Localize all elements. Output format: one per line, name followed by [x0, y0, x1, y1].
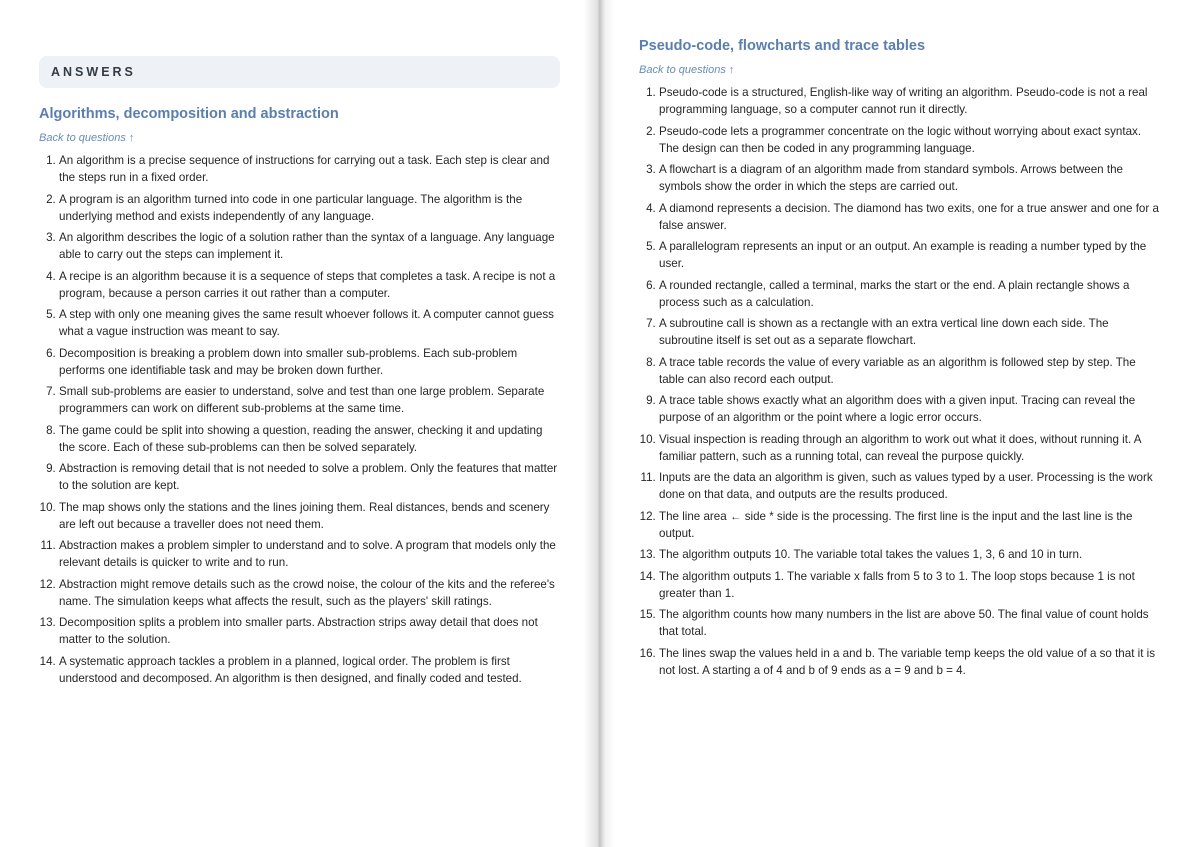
answers-heading: ANSWERS: [39, 56, 560, 88]
list-item: 4. A diamond represents a decision. The diamond has two exits, one for a true answer and one for a false answer.: [659, 200, 1160, 234]
list-item: 14. The algorithm outputs 1. The variable x falls from 5 to 3 to 1. The loop stops because 1 is not greater than 1.: [659, 568, 1160, 602]
list-item: 14. A systematic approach tackles a problem in a planned, logical order. The problem is first understood and decomposed. An algorithm is then designed, and finally coded and tested.: [59, 653, 560, 687]
list-item: 3. An algorithm describes the logic of a solution rather than the syntax of a language. Any language able to carry out the steps can implement it.: [59, 229, 560, 263]
list-item: 8. The game could be split into showing a question, reading the answer, checking it and updating the score. Each of these sub-problems can then be solved separately.: [59, 422, 560, 456]
list-item: 9. Abstraction is removing detail that is not needed to solve a problem. Only the features that matter to the solution are kept.: [59, 460, 560, 494]
answers-list-right: [639, 84, 1160, 679]
list-item: 2. Pseudo-code lets a programmer concentrate on the logic without worrying about exact syntax. The design can then be coded in any programming language.: [659, 123, 1160, 157]
list-item: 13. The algorithm outputs 10. The variable total takes the values 1, 3, 6 and 10 in turn.: [659, 546, 1160, 563]
list-item: 13. Decomposition splits a problem into smaller parts. Abstraction strips away detail that does not matter to the solution.: [59, 614, 560, 648]
answers-list-left: [39, 152, 560, 687]
list-item: 10. Visual inspection is reading through an algorithm to work out what it does, without running it. A familiar pattern, such as a running total, can reveal the purpose quickly.: [659, 431, 1160, 465]
back-to-questions-link[interactable]: Back to questions ↑: [39, 132, 135, 144]
list-item: 15. The algorithm counts how many numbers in the list are above 50. The final value of count holds that total.: [659, 606, 1160, 640]
list-item: 11. Abstraction makes a problem simpler to understand and to solve. A program that models only the relevant details is quicker to write and to run.: [59, 537, 560, 571]
list-item: 9. A trace table shows exactly what an algorithm does with a given input. Tracing can reveal the purpose of an algorithm or the point where a logic error occurs.: [659, 392, 1160, 426]
list-item: 6. Decomposition is breaking a problem down into smaller sub-problems. Each sub-problem performs one identifiable task and may be broken down further.: [59, 345, 560, 379]
right-page: [602, 0, 1200, 847]
left-page: [0, 0, 598, 847]
list-item: 16. The lines swap the values held in a and b. The variable temp keeps the old value of a so that it is not lost. A starting a of 4 and b of 9 ends as a = 9 and b = 4.: [659, 645, 1160, 679]
list-item: 12. The line area ← side * side is the processing. The first line is the input and the last line is the output.: [659, 508, 1160, 542]
list-item: 7. A subroutine call is shown as a rectangle with an extra vertical line down each side. The subroutine itself is set out as a separate flowchart.: [659, 315, 1160, 349]
list-item: 11. Inputs are the data an algorithm is given, such as values typed by a user. Processing is the work done on that data, and outputs are the results produced.: [659, 469, 1160, 503]
section-title-pseudocode: Pseudo-code, flowcharts and trace tables: [639, 38, 926, 54]
list-item: 1. An algorithm is a precise sequence of instructions for carrying out a task. Each step is clear and the steps run in a fixed order.: [59, 152, 560, 186]
list-item: 4. A recipe is an algorithm because it is a sequence of steps that completes a task. A recipe is not a program, because a person carries it out rather than a computer.: [59, 268, 560, 302]
list-item: 3. A flowchart is a diagram of an algorithm made from standard symbols. Arrows between the symbols show the order in which the steps are carried out.: [659, 161, 1160, 195]
list-item: 5. A parallelogram represents an input or an output. An example is reading a number typed by the user.: [659, 238, 1160, 272]
list-item: 8. A trace table records the value of every variable as an algorithm is followed step by step. The table can also record each output.: [659, 354, 1160, 388]
list-item: 5. A step with only one meaning gives the same result whoever follows it. A computer cannot guess what a vague instruction was meant to say.: [59, 306, 560, 340]
list-item: 12. Abstraction might remove details such as the crowd noise, the colour of the kits and the referee's name. The simulation keeps what affects the result, such as the players' skill ratings.: [59, 576, 560, 610]
back-to-questions-link[interactable]: Back to questions ↑: [639, 64, 735, 76]
list-item: 10. The map shows only the stations and the lines joining them. Real distances, bends and scenery are left out because a traveller does not need them.: [59, 499, 560, 533]
list-item: 6. A rounded rectangle, called a terminal, marks the start or the end. A plain rectangle shows a process such as a calculation.: [659, 277, 1160, 311]
section-title-algorithms: Algorithms, decomposition and abstraction: [39, 106, 339, 122]
list-item: 7. Small sub-problems are easier to understand, solve and test than one large problem. Separate programmers can work on different sub-problems at the same time.: [59, 383, 560, 417]
list-item: 2. A program is an algorithm turned into code in one particular language. The algorithm is the underlying method and exists independently of any language.: [59, 191, 560, 225]
list-item: 1. Pseudo-code is a structured, English-like way of writing an algorithm. Pseudo-code is not a real programming language, so a computer cannot run it directly.: [659, 84, 1160, 118]
